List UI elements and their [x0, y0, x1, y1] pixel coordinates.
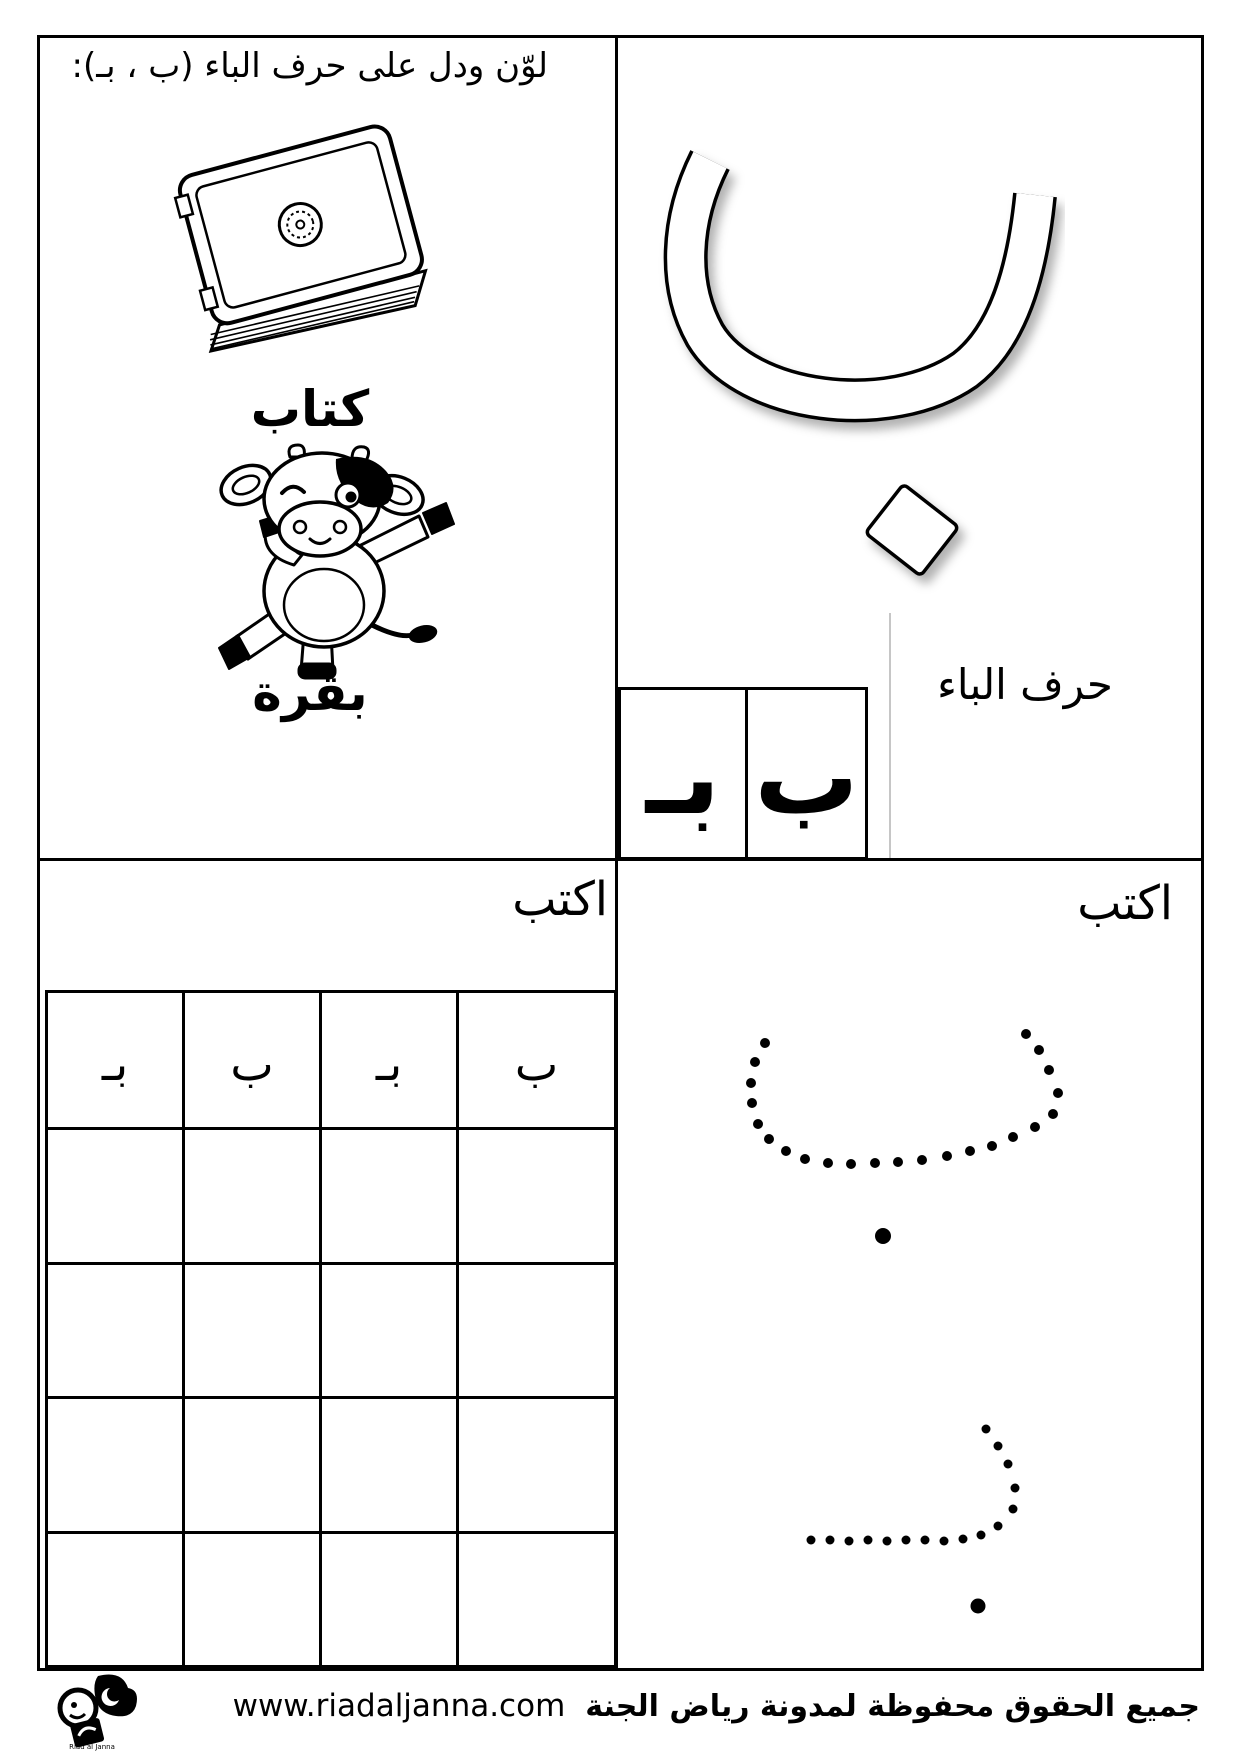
practice-write-cell[interactable] [322, 1265, 456, 1397]
practice-col-header: بـ [48, 993, 182, 1127]
practice-write-cell[interactable] [459, 1130, 614, 1262]
faint-guide-line [889, 613, 891, 858]
practice-col-header: ب [459, 993, 614, 1127]
practice-table [45, 990, 617, 1668]
letter-forms-box [618, 687, 868, 860]
word-label-cow: بقرة [252, 664, 368, 722]
copyright-text: جميع الحقوق محفوظة لمدونة رياض الجنة [585, 1688, 1200, 1724]
practice-write-cell[interactable] [322, 1130, 456, 1262]
letter-name-label: حرف الباء [937, 660, 1113, 709]
instruction-text: لوّن ودل على حرف الباء (ب ، بـ): [71, 46, 548, 86]
practice-write-cell[interactable] [48, 1130, 182, 1262]
practice-write-cell[interactable] [322, 1399, 456, 1531]
big-letter-outline[interactable] [635, 130, 1065, 600]
practice-write-cell[interactable] [48, 1399, 182, 1531]
big-letter-dot[interactable] [865, 484, 958, 576]
practice-write-cell[interactable] [48, 1265, 182, 1397]
practice-write-cell[interactable] [322, 1534, 456, 1666]
book-illustration[interactable] [160, 103, 460, 403]
cow-illustration[interactable] [190, 443, 455, 683]
practice-write-cell[interactable] [459, 1534, 614, 1666]
footer [232, 1688, 1200, 1724]
practice-write-cell[interactable] [185, 1399, 319, 1531]
practice-col-header: بـ [322, 993, 456, 1127]
write-header-left: اكتب [512, 872, 608, 927]
practice-write-cell[interactable] [459, 1265, 614, 1397]
letter-form-isolated: ب [748, 690, 865, 857]
practice-write-cell[interactable] [48, 1534, 182, 1666]
word-label-book: كتاب [250, 380, 370, 438]
practice-col-header: ب [185, 993, 319, 1127]
riadaljanna-logo[interactable] [48, 1674, 144, 1752]
logo-caption: Riad al Janna [69, 1743, 115, 1751]
practice-write-cell[interactable] [459, 1399, 614, 1531]
practice-write-cell[interactable] [185, 1265, 319, 1397]
website-url[interactable]: www.riadaljanna.com [232, 1688, 566, 1724]
practice-write-cell[interactable] [185, 1130, 319, 1262]
practice-write-cell[interactable] [185, 1534, 319, 1666]
write-header-right: اكتب [1077, 876, 1173, 931]
letter-form-initial: بـ [621, 690, 745, 857]
